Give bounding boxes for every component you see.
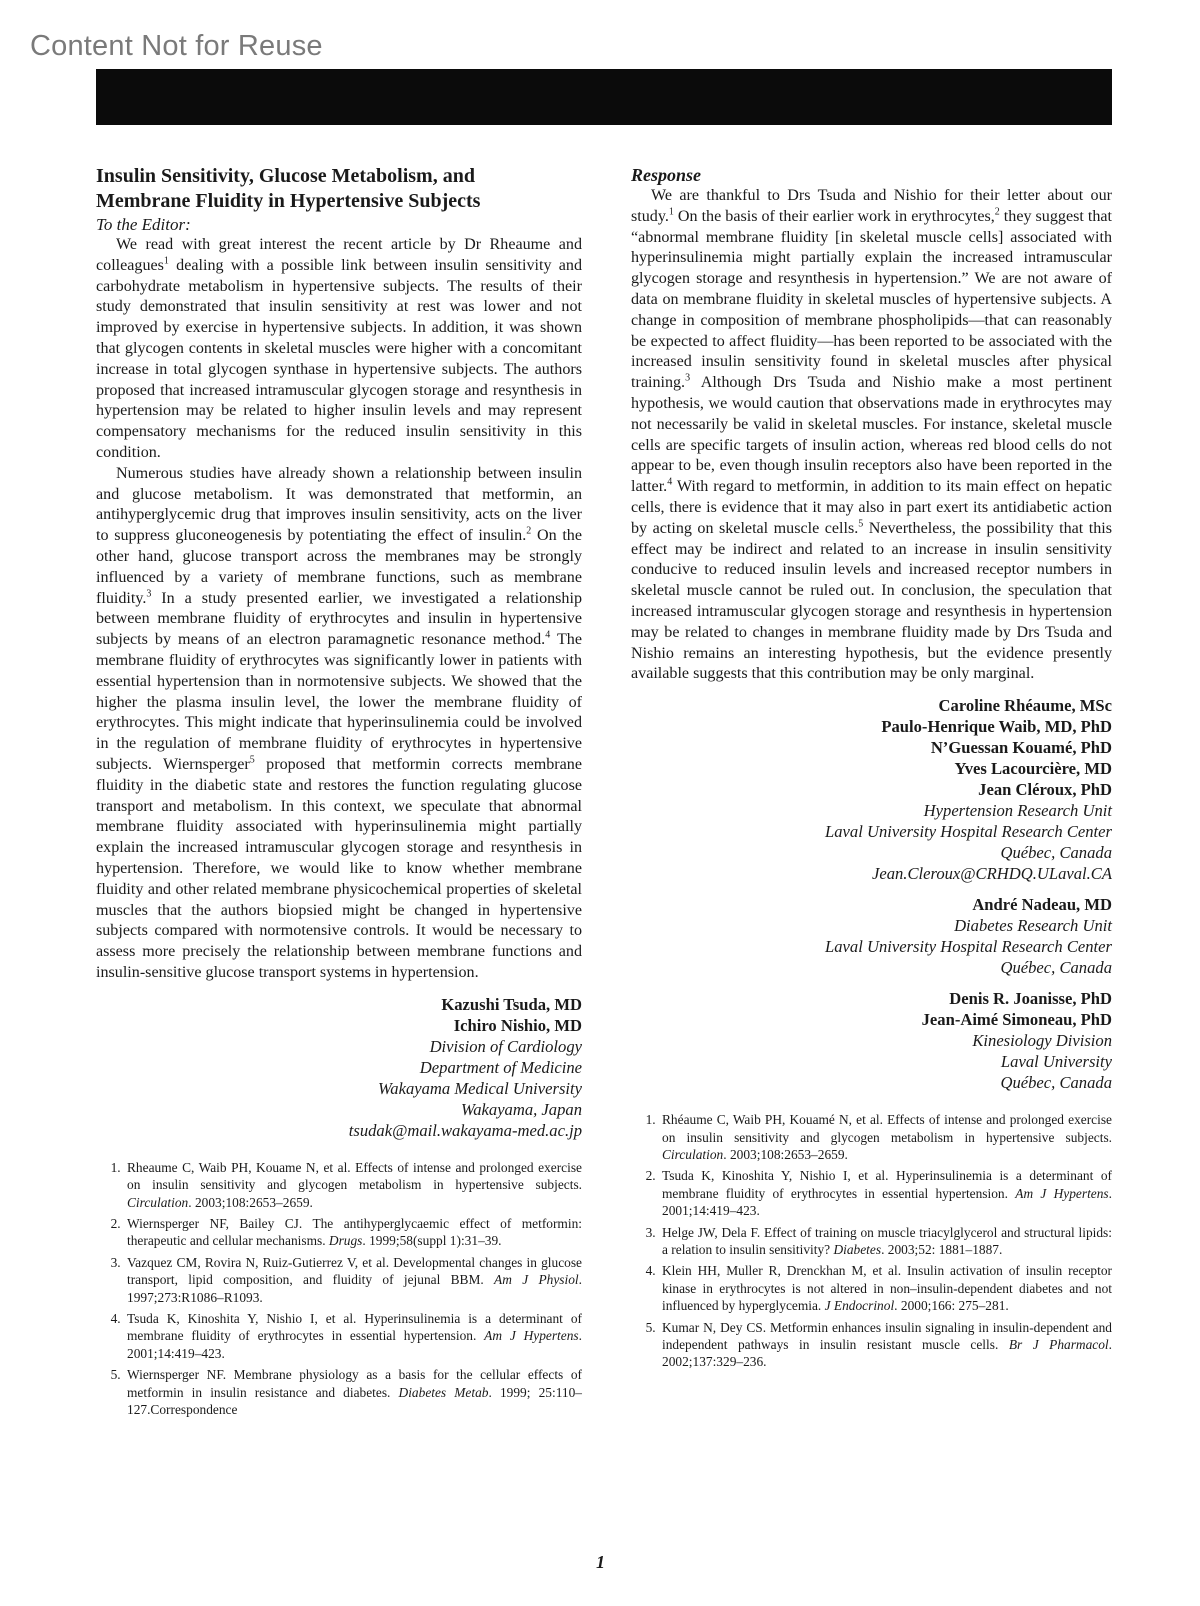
author-affiliation: Kinesiology Division [972, 1031, 1112, 1051]
reference-item: 2. Wiernsperger NF, Bailey CJ. The antihyperglycaemic effect of metformin: therapeutic and cellular mechanisms. Drugs. 1999;58(suppl 1):31–39. [124, 1215, 582, 1250]
author-name: Jean Cléroux, PhD [978, 780, 1112, 800]
letter-paragraph-1: We read with great interest the recent article by Dr Rheaume and colleagues$^1$ dealing with a possible link between insulin sensitivity and carbohydrate metabolism in hypertensive subjects. The results of their study demonstrated that insulin sensitivity at rest was lower and not improved by exercise in hypertensive subjects. In addition, it was shown that glycogen contents in skeletal muscles were higher with a concomitant increase in total glycogen synthase in hypertensive subjects. The authors proposed that increased intramuscular glycogen storage and resynthesis in hypertension may be related to higher insulin levels and may represent compensatory mechanisms for the reduced insulin sensitivity in this condition. [96, 236, 582, 461]
letter-references [96, 1159, 582, 1419]
reference-item: 1. Rhéaume C, Waib PH, Kouamé N, et al. Effects of intense and prolonged exercise on insulin sensitivity and glycogen metabolism in hypertensive subjects. Circulation. 2003;108:2653–2659. [659, 1111, 1112, 1163]
author-affiliation: Division of Cardiology [429, 1036, 582, 1056]
response-paragraph: We are thankful to Drs Tsuda and Nishio for their letter about our study.$^1$ On the basis of their earlier work in erythrocytes,$^2$ they suggest that “abnormal membrane fluidity [in skeletal muscle cells] associated with hyperinsulinemia might partially explain the increased intramuscular glycogen storage and resynthesis in hypertension.” We are not aware of data on membrane fluidity in skeletal muscles of hypertensive subjects. A change in composition of membrane phospholipids—that can reasonably be expected to affect fluidity—has been reported to be associated with the increased insulin sensitivity found in skeletal muscles after physical training.$^3$ Although Drs Tsuda and Nishio make a most pertinent hypothesis, we would caution that observations made in erythrocytes may not necessarily be valid in skeletal muscles. For instance, skeletal muscle cells are specific targets of insulin action, whereas red blood cells do not appear to be, even though insulin receptors also have been reported in the latter.$^4$ With regard to metformin, in addition to its main effect on hepatic cells, there is evidence that it may also in part exert its antidiabetic action by acting on skeletal muscle cells.$^5$ Nevertheless, the possibility that this effect may be indirect and related to an increase in insulin sensitivity conducive to reduced insulin levels and increased receptor numbers in skeletal muscle cannot be ruled out. In conclusion, the speculation that increased intramuscular glycogen storage and resynthesis in hypertension may be related to changes in membrane fluidity made by Drs Tsuda and Nishio remains an interesting hypothesis, but the evidence presently available suggests that this contribution may be only marginal. [631, 187, 1112, 683]
reference-item: 4. Tsuda K, Kinoshita Y, Nishio I, et al. Hyperinsulinemia is a determinant of membrane fluidity of erythrocytes in essential hypertension. Am J Hypertens. 2001;14:419–423. [124, 1310, 582, 1362]
letter-title-line1: Insulin Sensitivity, Glucose Metabolism, and [96, 165, 475, 187]
response-signature-1 [631, 695, 1112, 884]
response-column [631, 164, 1112, 1375]
reference-item: 1. Rheaume C, Waib PH, Kouame N, et al. Effects of intense and prolonged exercise on insulin sensitivity and glycogen metabolism in hypertensive subjects. Circulation. 2003;108:2653–2659. [124, 1159, 582, 1211]
author-affiliation: Department of Medicine [419, 1057, 582, 1077]
author-affiliation: Laval University [1000, 1052, 1112, 1072]
author-name: N’Guessan Kouamé, PhD [930, 738, 1112, 758]
author-email: Jean.Cleroux@CRHDQ.ULaval.CA [871, 864, 1112, 884]
reference-item: 5. Kumar N, Dey CS. Metformin enhances insulin signaling in insulin-dependent and independent pathways in insulin resistant muscle cells. Br J Pharmacol. 2002;137:329–236. [659, 1319, 1112, 1371]
author-name: Caroline Rhéaume, MSc [938, 696, 1112, 716]
author-affiliation: Wakayama Medical University [378, 1078, 582, 1098]
page-number: 1 [596, 1552, 605, 1572]
watermark: Content Not for Reuse [30, 30, 323, 62]
author-name: Kazushi Tsuda, MD [441, 994, 582, 1014]
reference-item: 3. Helge JW, Dela F. Effect of training on muscle triacylglycerol and structural lipids: a relation to insulin sensitivity? Diabetes. 2003;52: 1881–1887. [659, 1224, 1112, 1259]
response-references [631, 1111, 1112, 1371]
author-name: Paulo-Henrique Waib, MD, PhD [881, 717, 1112, 737]
author-affiliation: Diabetes Research Unit [954, 916, 1112, 936]
header-banner [96, 69, 1112, 125]
author-name: Jean-Aimé Simoneau, PhD [921, 1010, 1112, 1030]
reference-item: 3. Vazquez CM, Rovira N, Ruiz-Gutierrez V, et al. Developmental changes in glucose transport, lipid composition, and fluidity of jejunal BBM. Am J Physiol. 1997;273:R1086–R1093. [124, 1254, 582, 1306]
author-affiliation: Laval University Hospital Research Center [825, 822, 1112, 842]
author-name: André Nadeau, MD [972, 895, 1112, 915]
reference-item: 4. Klein HH, Muller R, Drenckhan M, et al. Insulin activation of insulin receptor kinase in erythrocytes is not altered in non–insulin-dependent diabetes and not influenced by hyperglycemia. J Endocrinol. 2000;166: 275–281. [659, 1262, 1112, 1314]
letter-salutation: To the Editor: [96, 215, 191, 234]
author-affiliation: Laval University Hospital Research Center [825, 937, 1112, 957]
author-affiliation: Wakayama, Japan [460, 1099, 582, 1119]
response-signature-3 [631, 988, 1112, 1093]
author-name: Yves Lacourcière, MD [954, 759, 1112, 779]
reference-item: 5. Wiernsperger NF. Membrane physiology as a basis for the cellular effects of metformin in insulin resistance and diabetes. Diabetes Metab. 1999; 25:110–127.Correspondence [124, 1366, 582, 1418]
author-name: Ichiro Nishio, MD [453, 1015, 582, 1035]
author-affiliation: Hypertension Research Unit [923, 801, 1112, 821]
letter-title [96, 164, 582, 214]
author-affiliation: Québec, Canada [1000, 958, 1112, 978]
author-email: tsudak@mail.wakayama-med.ac.jp [348, 1120, 582, 1140]
reference-item: 2. Tsuda K, Kinoshita Y, Nishio I, et al. Hyperinsulinemia is a determinant of membrane fluidity of erythrocytes in essential hypertension. Am J Hypertens. 2001;14:419–423. [659, 1167, 1112, 1219]
letter-paragraph-2: Numerous studies have already shown a relationship between insulin and glucose metabolism. It was demonstrated that metformin, an antihyperglycemic drug that improves insulin sensitivity, acts on the liver to suppress gluconeogenesis by potentiating the effect of insulin.$^2$ On the other hand, glucose transport across the membranes may be strongly influenced by a variety of membrane functions, such as membrane fluidity.$^3$ In a study presented earlier, we investigated a relationship between membrane fluidity of erythrocytes and insulin in hypertensive subjects by means of an electron paramagnetic resonance method.$^4$ The membrane fluidity of erythrocytes was significantly lower in patients with essential hypertension than in normotensive subjects. We showed that the higher the plasma insulin level, the lower the membrane fluidity of erythrocytes. This might indicate that hyperinsulinemia could be involved in the regulation of membrane fluidity of erythrocytes in hypertensive subjects. Wiernsperger$^5$ proposed that metformin corrects membrane fluidity in the diabetic state and restores the function regulating glucose transport and metabolism. In this context, we speculate that abnormal membrane fluidity associated with hyperinsulinemia might partially explain the increased intramuscular glycogen storage and resynthesis in hypertension. Therefore, we would like to know whether membrane fluidity and other related membrane physicochemical properties of skeletal muscles that the authors biopsied might be changed in hypertensive subjects compared with normotensive controls. It would be necessary to assess more precisely the relationship between membrane functions and insulin-sensitive glucose transport systems in hypertension. [96, 464, 582, 981]
response-signature-2 [631, 894, 1112, 978]
author-affiliation: Québec, Canada [1000, 1073, 1112, 1093]
author-affiliation: Québec, Canada [1000, 843, 1112, 863]
response-title: Response [631, 165, 702, 185]
author-name: Denis R. Joanisse, PhD [949, 989, 1112, 1009]
letter-title-line2: Membrane Fluidity in Hypertensive Subjects [96, 190, 481, 212]
letter-signature [96, 994, 582, 1141]
letter-column [96, 164, 582, 1422]
